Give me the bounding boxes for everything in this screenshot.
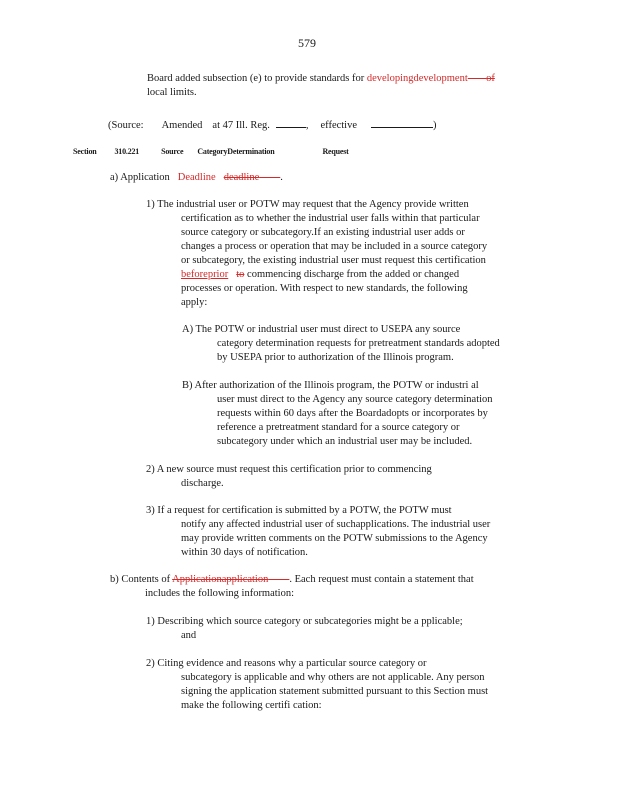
source-reg: at 47 Ill. Reg. bbox=[212, 120, 270, 131]
section-number: 310.221 bbox=[114, 147, 140, 156]
intro-line-1 bbox=[147, 72, 495, 86]
paragraph-line: subcategory is applicable and why others are not applicable. Any person bbox=[181, 672, 485, 683]
subsection-a-label: a) Application bbox=[110, 172, 170, 183]
paragraph-line: certification as to whether the industrial user falls within that particular bbox=[181, 213, 480, 224]
paragraph-line: make the following certifi cation: bbox=[181, 700, 322, 711]
section-label: Section bbox=[73, 147, 97, 156]
inserted-text: beforeprior bbox=[181, 269, 229, 280]
paragraph-line: apply: bbox=[181, 297, 208, 308]
paragraph-line: requests within 60 days after the Boardadopts or incorporates by bbox=[217, 408, 488, 419]
source-line bbox=[108, 116, 437, 133]
paragraph-line: by USEPA prior to authorization of the Illinois program. bbox=[217, 352, 454, 363]
page-number: 579 bbox=[298, 36, 316, 50]
paragraph-a2 bbox=[146, 463, 432, 491]
source-effective: effective bbox=[320, 120, 358, 131]
intro-text: Board added subsection (e) to provide standards for bbox=[147, 73, 367, 84]
paragraph-line: notify any affected industrial user of suchapplications. The industrial user bbox=[181, 519, 491, 530]
paragraph-line: processes or operation. With respect to new standards, the following bbox=[181, 283, 468, 294]
paragraph-b2 bbox=[146, 657, 488, 713]
paragraph-line: A) The POTW or industrial user must direct to USEPA any source bbox=[182, 324, 461, 335]
paragraph-line: user must direct to the Agency any source category determination bbox=[217, 394, 493, 405]
inserted-deleted-text: Applicationapplication bbox=[172, 574, 269, 585]
section-request: Request bbox=[322, 147, 349, 156]
paragraph-line: and bbox=[181, 630, 197, 641]
deleted-text: deadline bbox=[223, 172, 260, 183]
paragraph-line: category determination requests for pretreatment standards adopted bbox=[217, 338, 500, 349]
subsection-a-heading: a) Application Deadline deadline . bbox=[110, 172, 283, 183]
inserted-text: Deadline bbox=[177, 172, 216, 183]
deleted-text: of bbox=[486, 73, 495, 84]
inserted-text: developingdevelopment bbox=[366, 73, 468, 84]
subsection-b-line-1: b) Contents of Applicationapplication . Each request must contain a statement that bbox=[110, 574, 474, 585]
paragraph-a1 bbox=[146, 198, 487, 310]
intro-line-2: local limits. bbox=[147, 87, 197, 98]
source-comma: , bbox=[305, 120, 309, 131]
subsection-b bbox=[110, 573, 474, 601]
paragraph-a1-B bbox=[182, 379, 493, 449]
section-source: Source bbox=[161, 147, 184, 156]
paragraph-b1 bbox=[146, 615, 463, 643]
paragraph-line: signing the application statement submitted pursuant to this Section must bbox=[181, 686, 489, 697]
paragraph-line: 1) Describing which source category or subcategories might be a pplicable; bbox=[146, 616, 463, 627]
source-effective-blank bbox=[371, 116, 433, 128]
section-determination: Determination bbox=[227, 147, 275, 156]
paragraph-line: beforeprior to commencing discharge from the added or changed bbox=[181, 269, 460, 280]
paragraph-a3 bbox=[146, 504, 490, 560]
paragraph-line: 2) Citing evidence and reasons why a particular source category or bbox=[146, 658, 427, 669]
paragraph-line: includes the following information: bbox=[145, 588, 295, 599]
paragraph-line: may provide written comments on the POTW submissions to the Agency bbox=[181, 533, 488, 544]
source-label: (Source: bbox=[108, 120, 144, 131]
source-close: ) bbox=[433, 120, 437, 131]
paragraph-line: within 30 days of notification. bbox=[181, 547, 308, 558]
paragraph-line: B) After authorization of the Illinois program, the POTW or industri al bbox=[182, 380, 479, 391]
paragraph-a1-A bbox=[182, 323, 500, 365]
deleted-text: to bbox=[236, 269, 245, 280]
source-amended: Amended bbox=[161, 120, 203, 131]
paragraph-line: 3) If a request for certification is submitted by a POTW, the POTW must bbox=[146, 505, 452, 516]
paragraph-line: or subcategory, the existing industrial user must request this certification bbox=[181, 255, 486, 266]
paragraph-line: changes a process or operation that may be included in a source category bbox=[181, 241, 488, 252]
intro-paragraph bbox=[147, 72, 495, 100]
paragraph-line: 1) The industrial user or POTW may request that the Agency provide written bbox=[146, 199, 469, 210]
paragraph-line: subcategory under which an industrial user may be included. bbox=[217, 436, 473, 447]
paragraph-line: reference a pretreatment standard for a source category or bbox=[217, 422, 460, 433]
paragraph-line: 2) A new source must request this certification prior to commencing bbox=[146, 464, 432, 475]
paragraph-line: discharge. bbox=[181, 478, 224, 489]
section-category: Category bbox=[197, 147, 228, 156]
source-reg-blank bbox=[276, 116, 306, 128]
paragraph-line: source category or subcategory.If an existing industrial user adds or bbox=[181, 227, 465, 238]
section-header bbox=[73, 145, 349, 159]
